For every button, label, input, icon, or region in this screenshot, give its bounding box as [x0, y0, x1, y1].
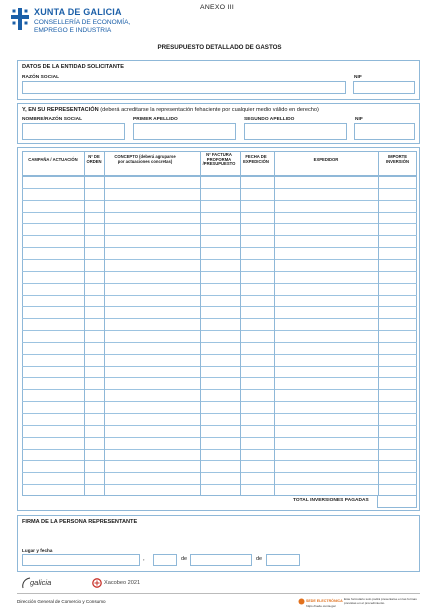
table-row[interactable]: [22, 271, 417, 283]
representation-title-text: Y, EN SU REPRESENTACIÓN: [22, 107, 99, 113]
name-label: NOMBRE/RAZÓN SOCIAL: [22, 117, 83, 122]
xacobeo-logo: [92, 578, 152, 590]
department-name: Dirección General de Comercio y Consumo: [17, 599, 106, 604]
table-row[interactable]: [22, 176, 417, 188]
xunta-cross-icon: [10, 7, 30, 31]
table-row[interactable]: [22, 484, 417, 496]
table-body: [22, 176, 417, 496]
col-header-importe: IMPORTE INVERSIÓN: [385, 154, 410, 164]
place-date-label: Lugar y fecha: [22, 548, 53, 553]
table-row[interactable]: [22, 188, 417, 200]
total-label: TOTAL INVERSIONES PAGADAS: [293, 498, 369, 503]
razon-social-label: RAZÓN SOCIAL: [22, 75, 60, 80]
representation-nif-field[interactable]: [354, 123, 415, 140]
sede-electronica-icon: [298, 598, 305, 605]
surname1-field[interactable]: [133, 123, 236, 140]
day-field[interactable]: [153, 554, 177, 566]
signature-section: [17, 515, 420, 572]
table-row[interactable]: [22, 200, 417, 212]
table-row[interactable]: [22, 437, 417, 449]
representation-nif-label: NIF: [355, 117, 363, 122]
table-row[interactable]: [22, 306, 417, 318]
col-header-fecha: FECHA DE EXPEDICIÓN: [243, 154, 269, 164]
col-header-orden: Nº DE ORDEN: [86, 154, 102, 164]
total-field[interactable]: [377, 495, 417, 508]
table-row[interactable]: [22, 377, 417, 389]
page-title: PRESUPUESTO DETALLADO DE GASTOS: [157, 44, 282, 51]
col-header-concepto: CONCEPTO (deberá agruparse por actuaciones concretas): [114, 154, 176, 164]
surname1-label: PRIMER APELLIDO: [133, 117, 178, 122]
table-row[interactable]: [22, 283, 417, 295]
logo-title: XUNTA DE GALICIA: [34, 7, 122, 17]
razon-social-field[interactable]: [22, 81, 346, 94]
surname2-field[interactable]: [244, 123, 347, 140]
galicia-logo-text: galicia: [30, 578, 52, 587]
month-field[interactable]: [190, 554, 252, 566]
xacobeo-icon: [92, 578, 102, 588]
xacobeo-logo-text: Xacobeo 2021: [104, 580, 141, 586]
signature-title: FIRMA DE LA PERSONA REPRESENTANTE: [22, 519, 138, 525]
table-row[interactable]: [22, 235, 417, 247]
entity-section: [17, 60, 420, 100]
de-text-2: de: [256, 556, 263, 562]
comma-separator: ,: [143, 556, 145, 562]
table-row[interactable]: [22, 354, 417, 366]
xunta-logo: [10, 7, 150, 43]
table-row[interactable]: [22, 425, 417, 437]
de-text-1: de: [181, 556, 188, 562]
table-row[interactable]: [22, 472, 417, 484]
name-field[interactable]: [22, 123, 125, 140]
table-row[interactable]: [22, 449, 417, 461]
entity-nif-field[interactable]: [353, 81, 415, 94]
table-row[interactable]: [22, 318, 417, 330]
sede-note: Este formulario solo podrá presentarse en las formas previstas en el procedimiento.: [344, 597, 417, 605]
table-row[interactable]: [22, 259, 417, 271]
table-row[interactable]: [22, 342, 417, 354]
table-row[interactable]: [22, 401, 417, 413]
sede-url[interactable]: https://sede.xunta.gal: [306, 604, 336, 608]
annex-label: ANEXO III: [200, 4, 235, 11]
representation-note: (deberá acreditarse la representación fehaciente por cualquier medio válido en derecho): [100, 107, 319, 113]
galicia-logo: [20, 576, 60, 590]
sede-block: [298, 598, 423, 612]
footer-divider: [17, 593, 420, 594]
table-row[interactable]: [22, 460, 417, 472]
expenses-table: [17, 147, 420, 511]
surname2-label: SEGUNDO APELLIDO: [244, 117, 295, 122]
year-field[interactable]: [266, 554, 300, 566]
table-row[interactable]: [22, 366, 417, 378]
table-row[interactable]: [22, 413, 417, 425]
sede-label: SEDE ELECTRÓNICA: [306, 599, 343, 603]
table-row[interactable]: [22, 212, 417, 224]
entity-nif-label: NIF: [354, 75, 362, 80]
table-row[interactable]: [22, 389, 417, 401]
representation-section: [17, 103, 420, 144]
col-header-factura: Nº FACTURA PROFORMA /PRESUPUESTO: [202, 152, 236, 167]
col-header-expedidor: EXPEDIDOR: [313, 157, 339, 162]
table-header-divider: [274, 152, 275, 175]
table-header-divider: [104, 152, 105, 175]
table-row[interactable]: [22, 330, 417, 342]
representation-title: [22, 107, 319, 113]
table-row[interactable]: [22, 295, 417, 307]
logo-line1: CONSELLERÍA DE ECONOMÍA,: [34, 19, 131, 26]
table-row[interactable]: [22, 247, 417, 259]
logo-line2: EMPREGO E INDUSTRIA: [34, 27, 112, 34]
table-row[interactable]: [22, 223, 417, 235]
col-header-campana: CAMPAÑA / ACTUACIÓN: [28, 157, 78, 162]
entity-section-title: DATOS DE LA ENTIDAD SOLICITANTE: [22, 64, 125, 70]
place-field[interactable]: [22, 554, 140, 566]
